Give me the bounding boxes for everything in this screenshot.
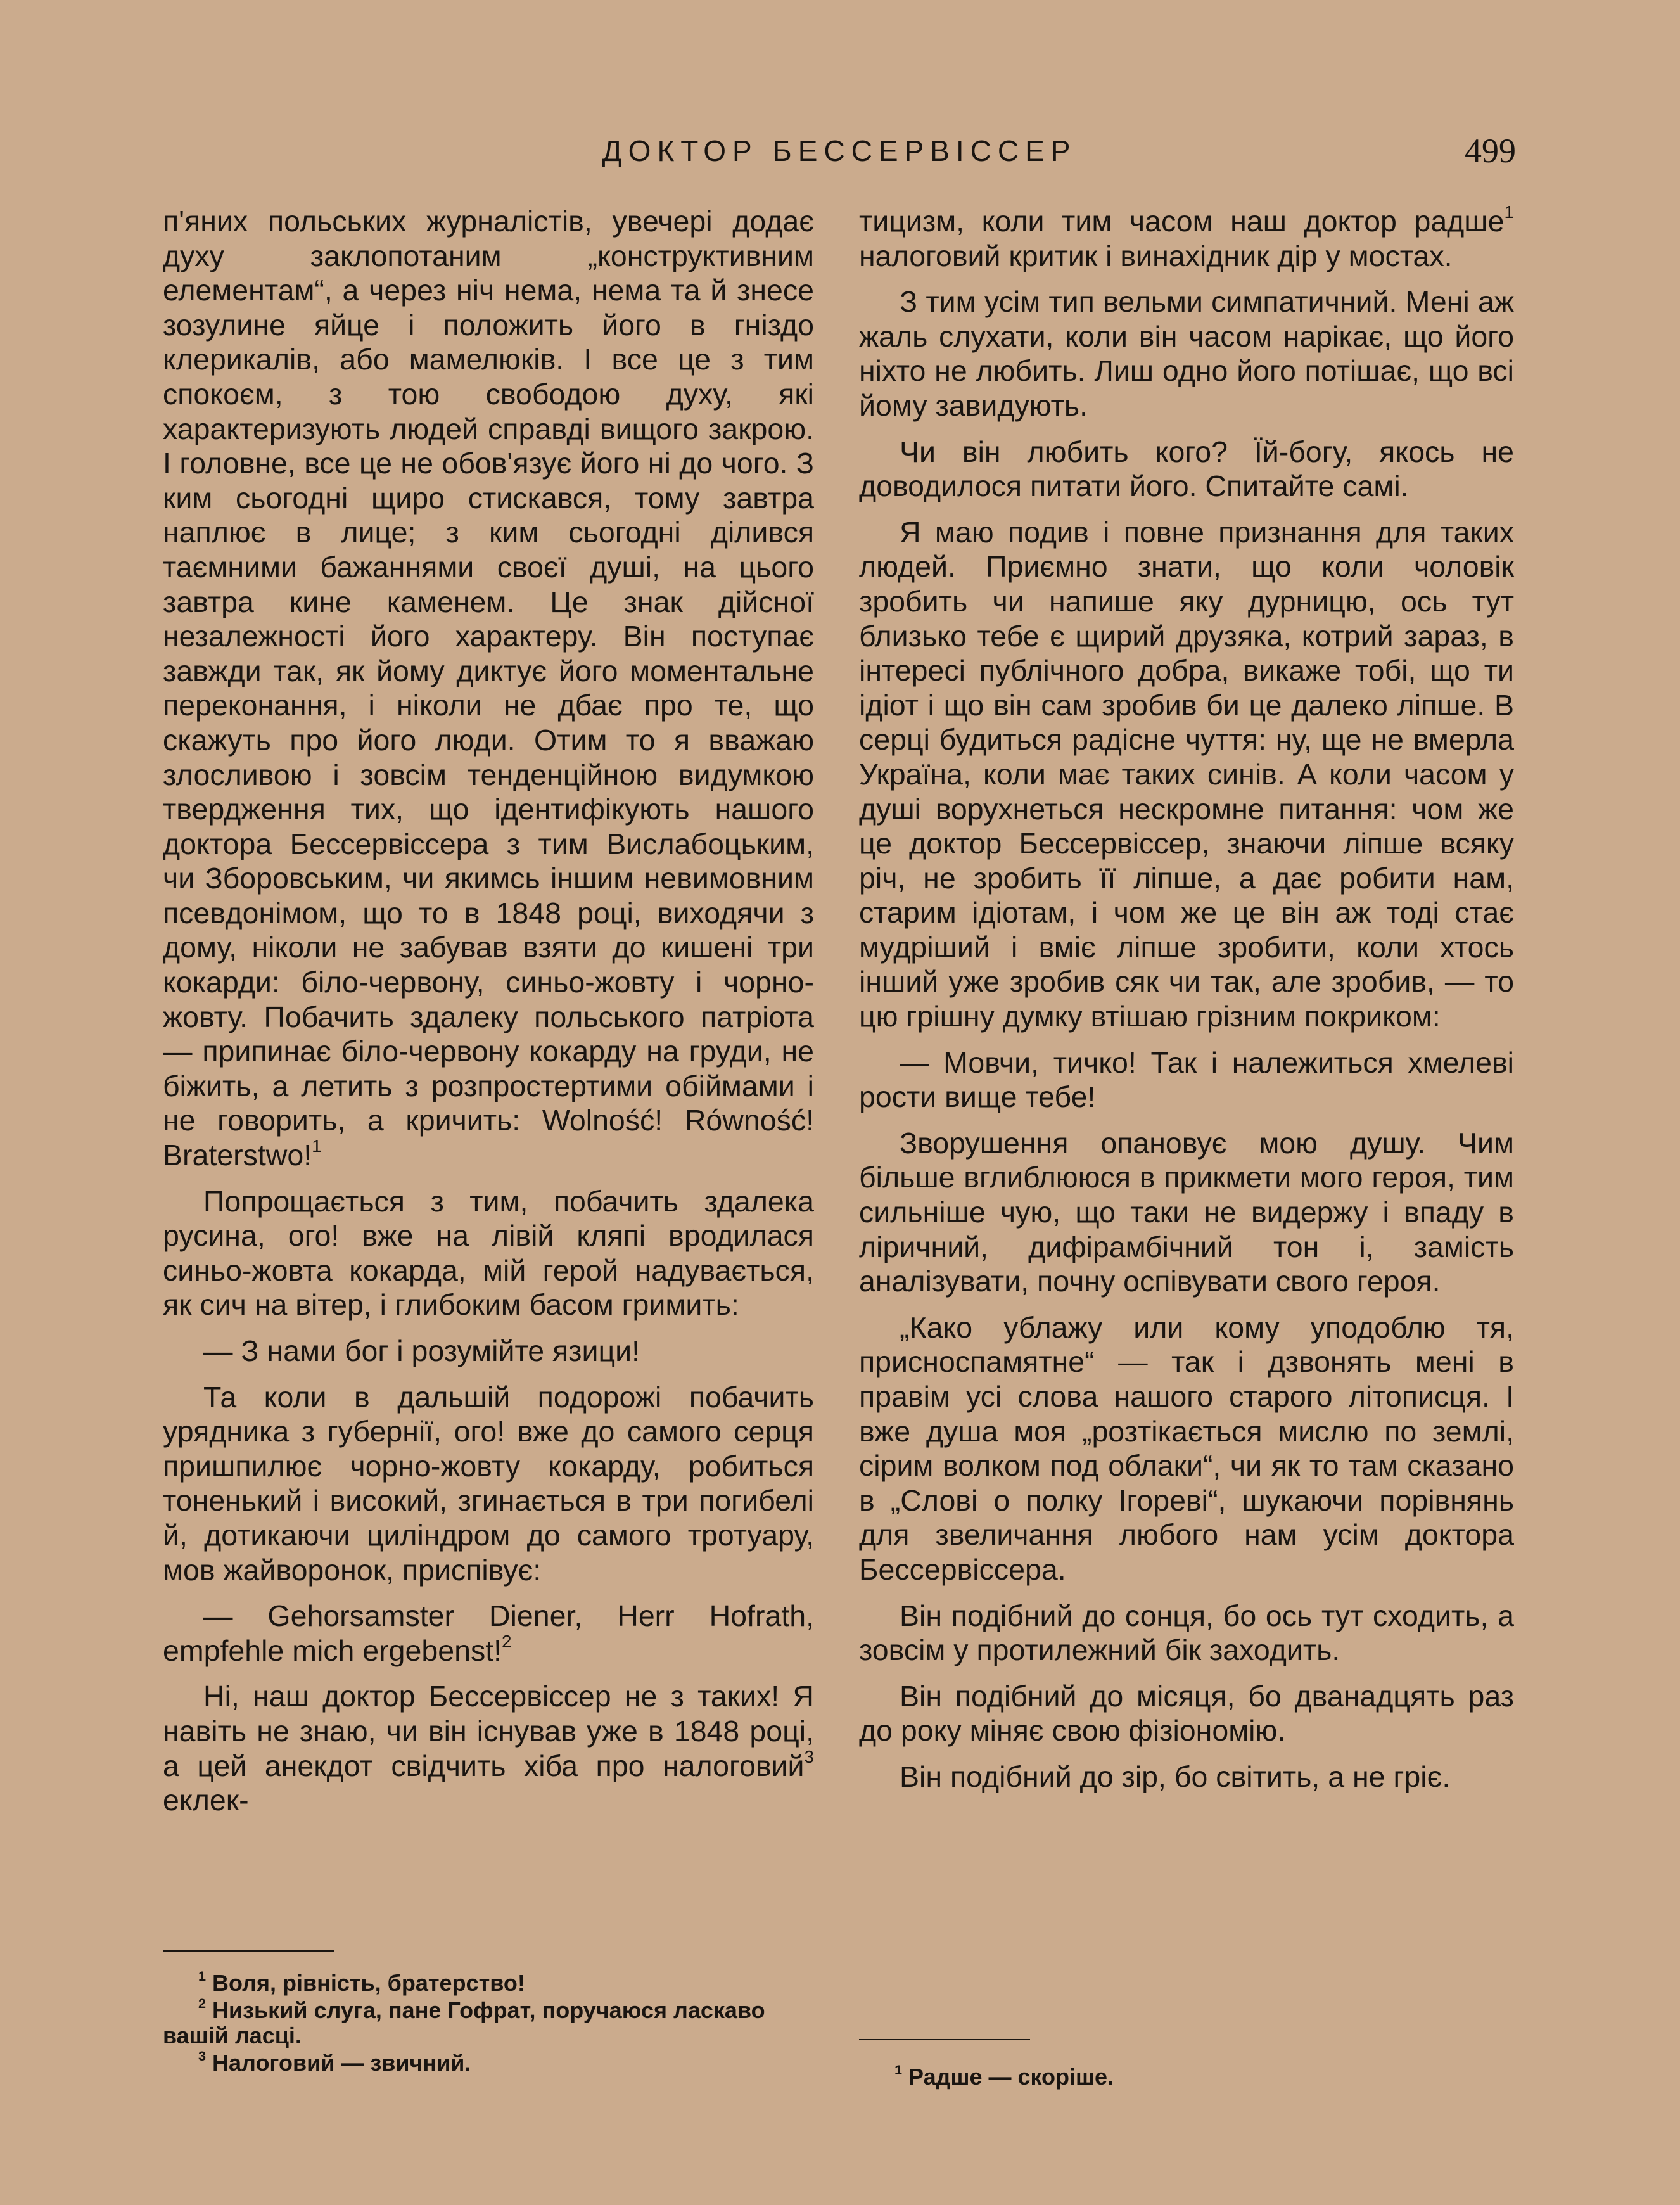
- footnote: $^1$ Радше — скоріше.: [894, 2061, 1114, 2090]
- left-column: [163, 204, 814, 1818]
- paragraph: Зворушення опановує мою душу. Чим більше вглиблююся в прикмети мого героя, тим сильніше чую, що таки не видержу і впаду в ліричний, дифірамбічний тон і, замість аналізувати, почну оспівувати свого героя.: [859, 1126, 1514, 1298]
- footnote: $^2$ Низький слуга, пане Гофрат, поручаюся ласкаво вашій ласці.: [163, 1995, 765, 2048]
- paragraph: тицизм, коли тим часом наш доктор радше$^1$ налоговий критик і винахідник дір у мостах.: [859, 202, 1514, 272]
- paragraph: — Gehorsamster Diener, Herr Hofrath, empfehle mich ergebenst!$^2$: [163, 1599, 814, 1667]
- page-header: [163, 130, 1516, 174]
- paragraph: п'яних польських журналістів, увечері додає духу заклопотаним „конструктивним елементам“, а через ніч нема, нема та й знесе зозулине яйце і положить його в гніздо клерикалів, або мамелюків. І все це з тим спокоєм, з тою свободою духу, які характеризують людей справді вищого закрою. І головне, все це не обов'язує його ні до чого. З ким сьогодні щиро стискався, тому завтра наплює в лице; з ким сьогодні ділився таємними бажаннями своєї душі, на цього завтра кине каменем. Це знак дійсної незалежності його характеру. Він поступає завжди так, як йому диктує його моментальне переконання, і ніколи не дбає про те, що скажуть про його люди. Отим то я вважаю злосливою і зовсім тенденційною видумкою твердження тих, що ідентифікують нашого доктора Бессервіссера з тим Вислабоцьким, чи Зборовським, чи якимсь іншим невимовним псевдонімом, що то в 1848 році, виходячи з дому, ніколи не забував взяти до кишені три кокарди: біло-червону, синьо-жовту і чорно-жовту. Побачить здалеку польського патріота — припинає біло-червону кокарду на груди, не біжить, а летить з розпростертими обіймами і не говорить, а кричить: Wolność! Równość! Braterstwo!$^1$: [163, 205, 814, 1172]
- footnotes-right: [859, 2039, 1514, 2092]
- running-title: ДОКТОР БЕССЕРВІССЕР: [602, 134, 1077, 167]
- footnote: $^3$ Налоговий — звичний.: [198, 2047, 471, 2076]
- footnotes-left: [163, 1950, 822, 2078]
- paragraph: „Како ублажу или кому уподоблю тя, присноспамятне“ — так і дзвонять мені в правім усі слова нашого старого літописця. І вже душа моя „розтікається мислю по землі, сірим волком под облаки“, чи як то там сказано в „Слові о полку Ігореві“, шукаючи порівнянь для звеличання любого нам усім доктора Бессервіссера.: [859, 1310, 1514, 1586]
- footnote-divider: [859, 2039, 1030, 2040]
- paragraph: Та коли в дальшій подорожі побачить урядника з губернії, ого! вже до самого серця пришпилює чорно-жовту кокарду, робиться тоненький і високий, згинається в три погибелі й, дотикаючи циліндром до самого тротуару, мов жайворонок, приспівує:: [163, 1380, 814, 1587]
- paragraph: Він подібний до сонця, бо ось тут сходить, а зовсім у протилежний бік заходить.: [859, 1599, 1514, 1667]
- paragraph: — Мовчи, тичко! Так і належиться хмелеві рости вище тебе!: [859, 1045, 1514, 1114]
- footnote-ref: 2: [502, 1631, 512, 1651]
- footnote-divider: [163, 1950, 334, 1952]
- footnote-ref: 3: [804, 1746, 814, 1767]
- right-column: [859, 204, 1514, 1794]
- footnote-ref: 1: [1504, 202, 1514, 222]
- paragraph: Він подібний до зір, бо світить, а не гріє.: [900, 1760, 1451, 1793]
- paragraph: Чи він любить кого? Їй-богу, якось не доводилося питати його. Спитайте самі.: [859, 435, 1514, 503]
- paragraph: Я маю подив і повне признання для таких людей. Приємно знати, що коли чоловік зробить чи напише яку дурницю, ось тут близько тебе є щирий друзяка, котрий зараз, в інтересі публічного добра, викаже тобі, що ти ідіот і що він сам зробив би це далеко ліпше. В серці будиться радісне чуття: ну, ще не вмерла Україна, коли має таких синів. А коли часом у душі ворухнеться нескромне питання: чом же це доктор Бессервіссер, знаючи ліпше всяку річ, не зробить її ліпше, а дає робити нам, старим ідіотам, і чом же це він аж тоді стає мудріший і вміє ліпше зробити, коли хтось інший уже зробив сяк чи так, але зробив, — то цю грішну думку втішаю грізним покриком:: [859, 515, 1514, 1033]
- paragraph: Ні, наш доктор Бессервіссер не з таких! Я навіть не знаю, чи він існував уже в 1848 році, а цей анекдот свідчить хіба про налоговий$^3$ еклек-: [163, 1680, 814, 1817]
- paragraph: Він подібний до місяця, бо дванадцять раз до року міняє свою фізіономію.: [859, 1679, 1514, 1748]
- paragraph: — З нами бог і розумійте язици!: [203, 1334, 640, 1367]
- paragraph: Попрощається з тим, побачить здалека русина, ого! вже на лівій кляпі вродилася синьо-жовта кокарда, мій герой надувається, як сич на вітер, і глибоким басом гримить:: [163, 1184, 814, 1322]
- footnote: $^1$ Воля, рівність, братерство!: [198, 1967, 525, 1996]
- paragraph: З тим усім тип вельми симпатичний. Мені аж жаль слухати, коли він часом нарікає, що його ніхто не любить. Лиш одно його потішає, що всі йому завидують.: [859, 285, 1514, 422]
- page-number: 499: [1465, 132, 1516, 170]
- footnote-ref: 1: [312, 1136, 322, 1156]
